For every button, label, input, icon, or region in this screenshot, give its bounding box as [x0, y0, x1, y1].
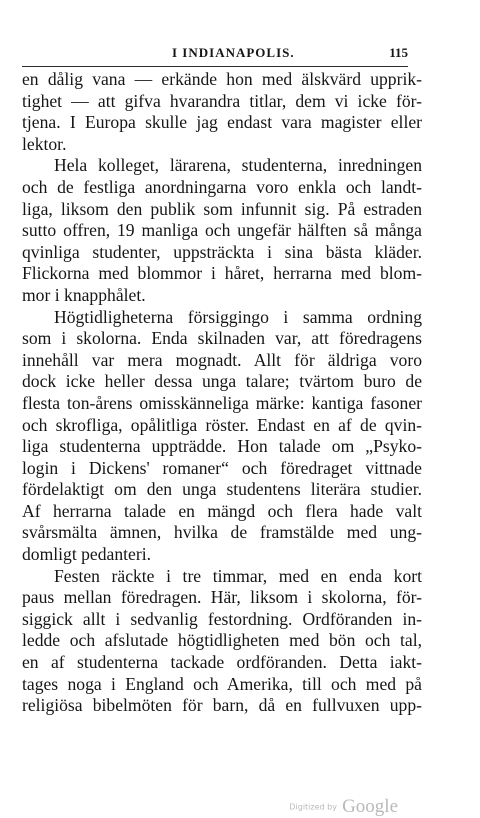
text-line: paus mellan föredragen. Här, liksom i skolorna, för- [22, 587, 422, 608]
running-head [22, 44, 408, 64]
running-title: I INDIANAPOLIS. [172, 45, 295, 60]
text-line: svårsmälta ämnen, hvilka de framstälde med ung- [22, 522, 422, 543]
text-line: fördelaktigt om den unga studentens literära studier. [22, 479, 422, 500]
text-line: siggick allt i sedvanlig festordning. Ordföranden in- [22, 608, 422, 629]
text-line: tighet — att gifva hvarandra titlar, dem vi icke för- [22, 90, 422, 111]
text-line: och skrofliga, opålitliga röster. Endast en af de qvin- [22, 414, 422, 435]
text-line: Högtidligheterna försiggingo i samma ordning [54, 306, 422, 327]
text-line: flesta ton-årens omisskänneliga märke: kantiga fasoner [22, 392, 422, 413]
header-rule [22, 66, 408, 67]
text-line: liga, liksom den publik som infunnit sig. På estraden [22, 198, 422, 219]
watermark-brand: Google [342, 796, 398, 817]
text-line: qvinliga studenter, uppsträckta i sina bästa kläder. [22, 241, 422, 262]
text-line: domligt pedanteri. [22, 544, 151, 565]
text-line: lektor. [22, 133, 67, 154]
text-line: en dålig vana — erkände hon med älskvärd upprik- [22, 69, 422, 89]
text-line: sutto offren, 19 manliga och ungefär hälften så många [22, 220, 422, 241]
text-line: liga studenterna uppträdde. Hon talade om „Psyko- [22, 436, 422, 457]
text-line: tages noga i England och Amerika, till och med på [22, 673, 422, 694]
text-line: en af studenterna tackade ordföranden. Detta iakt- [22, 652, 422, 673]
body-text [22, 69, 422, 717]
text-line: dock icke heller dessa unga talare; tvärtom buro de [22, 371, 422, 392]
text-line: som i skolorna. Enda skilnaden var, att föredragens [22, 328, 422, 349]
text-line: Flickorna med blommor i håret, herrarna med blom- [22, 263, 422, 284]
digitized-watermark [289, 796, 398, 818]
page-number: 115 [389, 45, 408, 60]
text-line: mor i knapphålet. [22, 284, 146, 305]
text-line: login i Dickens' romaner“ och föredraget vittnade [22, 457, 422, 478]
text-line: Festen räckte i tre timmar, med en enda kort [54, 565, 422, 586]
text-line: ledde och afslutade högtidligheten med bön och tal, [22, 630, 422, 651]
text-line: religiösa bibelmöten för barn, då en fullvuxen upp- [22, 695, 422, 716]
watermark-prefix: Digitized by [289, 802, 337, 812]
text-line: Af herrarna talade en mängd och flera hade valt [22, 500, 422, 521]
text-line: innehåll var mera mognadt. Allt för äldriga voro [22, 349, 422, 370]
text-line: Hela kolleget, lärarena, studenterna, inredningen [54, 155, 422, 176]
text-line: tjena. I Europa skulle jag endast vara magister eller [22, 112, 422, 133]
text-line: och de festliga anordningarna voro enkla och landt- [22, 176, 422, 197]
